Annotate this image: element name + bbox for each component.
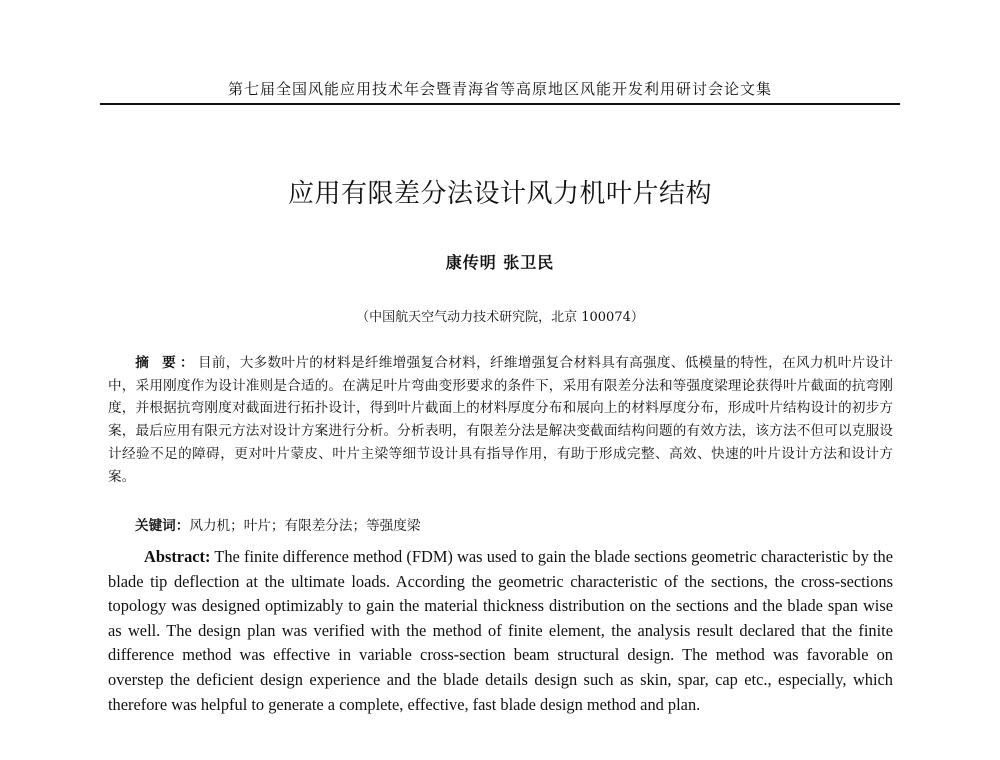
paper-title: 应用有限差分法设计风力机叶片结构	[287, 179, 712, 209]
abstract-chinese-text: 目前，大多数叶片的材料是纤维增强复合材料，纤维增强复合材料具有高强度、低模量的特性，在风力机叶片设计中，采用刚度作为设计准则是合适的。在满足叶片弯曲变形要求的条件下，采用有限差分法和等强度梁理论获得叶片截面的抗弯刚度，并根据抗弯刚度对截面进行拓扑设计，得到叶片截面上的材料厚度分布和展向上的材料厚度分布，形成叶片结构设计的初步方案，最后应用有限元方法对设计方案进行分析。分析表明，有限差分法是解决变截面结构问题的有效方法，该方法不但可以克服设计经验不足的障碍，更对叶片蒙皮、叶片主梁等细节设计具有指导作用，有助于形成完整、高效、快速的叶片设计方法和设计方案。	[108, 355, 894, 485]
authors: 康传明 张卫民	[445, 253, 555, 272]
keywords-chinese-label: 关键词：	[135, 518, 190, 534]
abstract-english-label: Abstract:	[144, 547, 211, 566]
header-rule	[100, 103, 900, 105]
affiliation: （中国航天空气动力技术研究院，北京 100074）	[356, 310, 644, 325]
abstract-chinese	[108, 352, 893, 488]
abstract-english-text: The finite difference method (FDM) was used to gain the blade sections geometric characteristic by the blade tip deflection at the ultimate loads. According the geometric characteristic of the sections, the cross-sections topology was designed optimizably to gain the material thickness distribution on the sections and the blade span wise as well. The design plan was verified with the method of finite element, the analysis result declared that the finite difference method was effective in variable cross-section beam structural design. The method was favorable on overstep the deficient design experience and the blade details design such as skin, spar, cap etc., especially, which therefore was helpful to generate a complete, effective, fast blade design method and plan.	[108, 547, 893, 714]
keywords-chinese	[135, 514, 895, 534]
abstract-chinese-label: 摘 要：	[135, 355, 198, 371]
running-header: 第七届全国风能应用技术年会暨青海省等高原地区风能开发利用研讨会论文集	[227, 80, 772, 98]
abstract-english	[108, 545, 893, 717]
keywords-chinese-text: 风力机；叶片；有限差分法；等强度梁	[189, 518, 421, 534]
